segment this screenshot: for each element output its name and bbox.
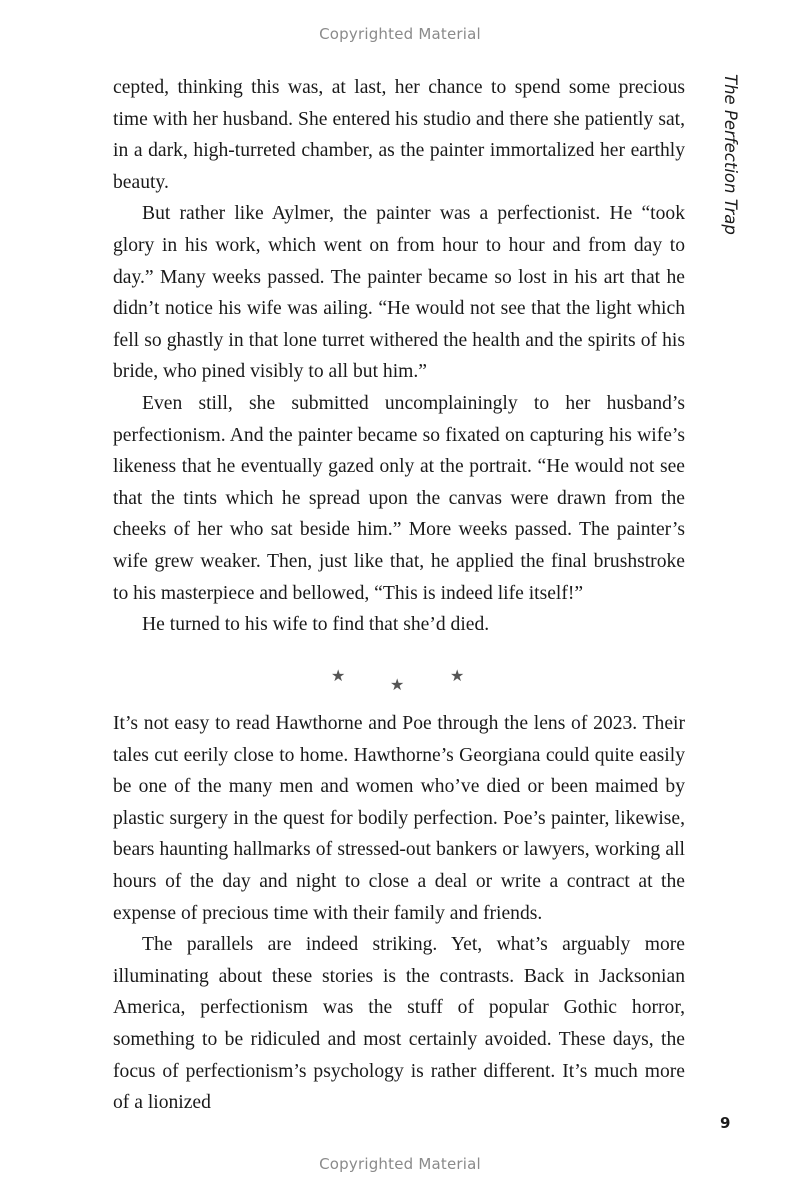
paragraph: But rather like Aylmer, the painter was a perfectionist. He “took glory in his work, which went on from hour to hour and from day to day.” Many weeks passed. The painter became so lost in his art that he didn’t notice his wife was ailing. “He would not see that the light which fell so ghastly in that lone turret withered the health and the spirits of his bride, who pined visibly to all but him.” <box>113 203 685 383</box>
paragraph: cepted, thinking this was, at last, her chance to spend some precious time with her husband. She entered his studio and there she patiently sat, in a dark, high-turreted chamber, as the painter immortalized her earthly beauty. <box>113 77 685 193</box>
paragraph: Even still, she submitted uncomplainingly to her husband’s perfectionism. And the painter became so fixated on capturing his wife’s likeness that he eventually gazed only at the portrait. “He would not see that the tints which he spread upon the canvas were drawn from the cheeks of her who sat beside him.” More weeks passed. The painter’s wife grew weaker. Then, just like that, he applied the final brushstroke to his masterpiece and bellowed, “This is indeed life itself!” <box>113 392 685 604</box>
paragraph: He turned to his wife to find that she’d died. <box>142 614 490 636</box>
ornament-star-icon: ★ <box>390 675 405 694</box>
page-number: 9 <box>720 1114 731 1132</box>
watermark-top: Copyrighted Material <box>319 25 481 43</box>
ornament-star-icon: ★ <box>331 666 346 685</box>
running-head <box>722 74 742 244</box>
watermark-bottom: Copyrighted Material <box>319 1155 481 1173</box>
paragraph: It’s not easy to read Hawthorne and Poe through the lens of 2023. Their tales cut eerily close to home. Hawthorne’s Georgiana could quite easily be one of the many men and women who’ve died or been maimed by plastic surgery in the quest for bodily perfection. Poe’s painter, likewise, bears haunting hallmarks of stressed-out bankers or lawyers, working all hours of the day and night to close a deal or write a contract at the expense of precious time with their family and friends. <box>113 713 685 924</box>
body-text-before-break <box>113 72 685 641</box>
ornament-star-icon: ★ <box>450 666 465 685</box>
body-text-after-break <box>113 708 685 1119</box>
running-head-title: The Perfection Trap <box>721 74 740 235</box>
paragraph: The parallels are indeed striking. Yet, what’s arguably more illuminating about these stories is the contrasts. Back in Jacksonian America, perfectionism was the stuff of popular Gothic horror, something to be ridiculed and most certainly avoided. These days, the focus of perfectionism’s psychology is rather different. It’s much more of a lionized <box>113 934 685 1114</box>
